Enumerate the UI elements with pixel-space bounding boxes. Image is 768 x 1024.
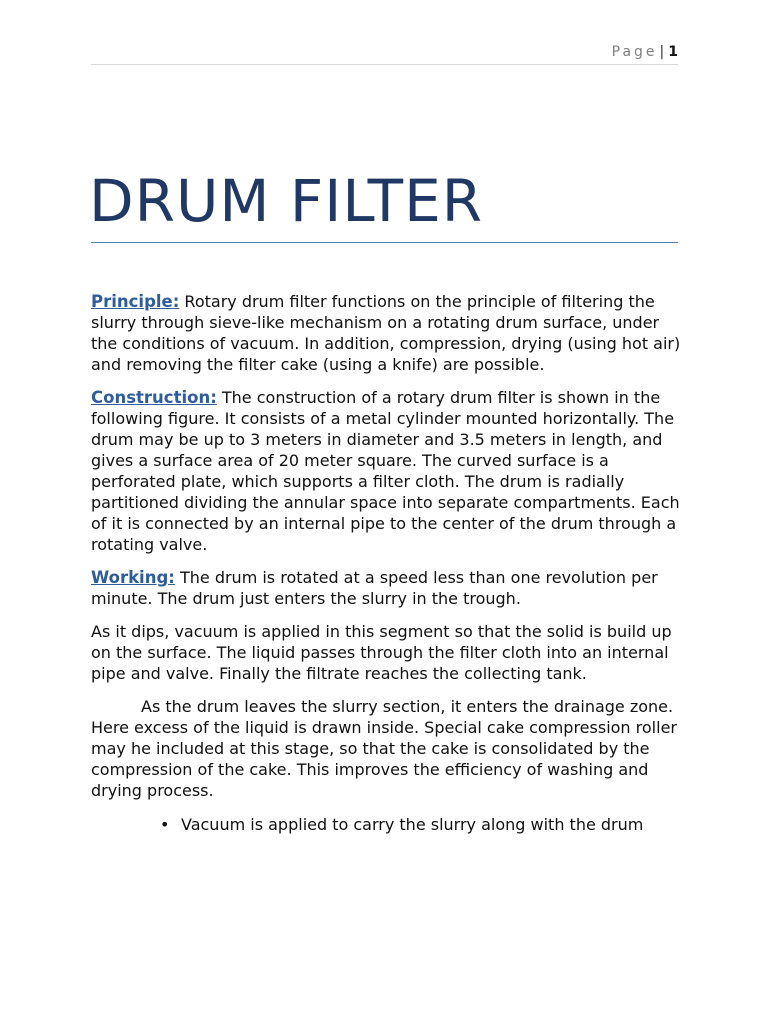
dips-paragraph: As it dips, vacuum is applied in this segment so that the solid is build up on the surface. The liquid passes through the filter cloth into an internal pipe and valve. Finally the filtrate reaches the collecting tank.	[91, 622, 672, 683]
page-number: 1	[668, 44, 678, 60]
principle-heading: Principle:	[91, 292, 180, 311]
title-underline-rule	[91, 242, 678, 243]
document-title: DRUM FILTER	[89, 167, 484, 235]
working-heading: Working:	[91, 568, 175, 587]
document-body	[91, 291, 681, 835]
page-header	[91, 44, 678, 65]
bullet-icon: •	[160, 815, 170, 834]
page-separator: |	[659, 44, 665, 60]
working-text: The drum is rotated at a speed less than one revolution per minute. The drum just enters the slurry in the trough.	[91, 568, 658, 608]
principle-paragraph	[91, 291, 681, 375]
page-label: Page	[611, 44, 658, 60]
construction-text: The construction of a rotary drum filter is shown in the following figure. It consists of a metal cylinder mounted horizontally. The drum may be up to 3 meters in diameter and 3.5 meters in length, and gives a surface area of 20 meter square. The curved surface is a perforated plate, which supports a filter cloth. The drum is radially partitioned dividing the annular space into separate compartments. Each of it is connected by an internal pipe to the center of the drum through a rotating valve.	[91, 388, 680, 554]
bullet-list	[91, 814, 681, 835]
bullet-item	[160, 814, 681, 835]
working-paragraph	[91, 567, 681, 609]
construction-paragraph	[91, 387, 681, 555]
drainage-paragraph: As the drum leaves the slurry section, it enters the drainage zone. Here excess of the liquid is drawn inside. Special cake compression roller may he included at this stage, so that the cake is consolidated by the compression of the cake. This improves the efficiency of washing and drying process.	[91, 697, 677, 800]
construction-heading: Construction:	[91, 388, 217, 407]
principle-text: Rotary drum filter functions on the principle of filtering the slurry through sieve-like mechanism on a rotating drum surface, under the conditions of vacuum. In addition, compression, drying (using hot air) and removing the filter cake (using a knife) are possible.	[91, 292, 681, 374]
bullet-text: Vacuum is applied to carry the slurry along with the drum	[181, 815, 644, 834]
